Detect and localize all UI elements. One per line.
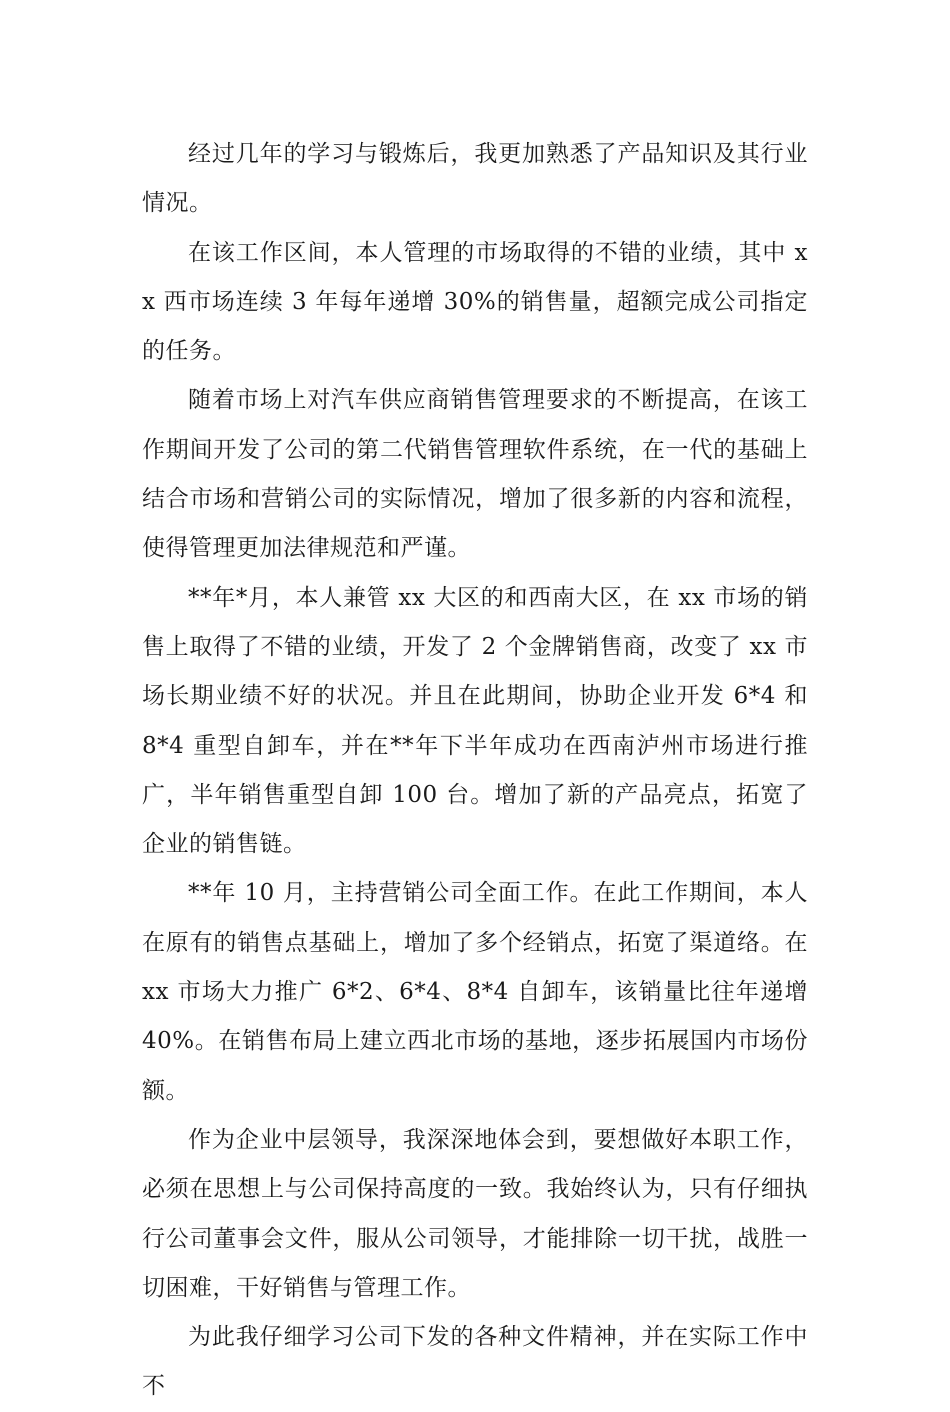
paragraph-4: **年*月，本人兼管 xx 大区的和西南大区，在 xx 市场的销售上取得了不错的业绩，开发了 2 个金牌销售商，改变了 xx 市场长期业绩不好的状况。并且在此期间，协助企业开发 6*4 和 8*4 重型自卸车，并在**年下半年成功在西南泸州市场进行推广，半年销售重型自卸 100 台。增加了新的产品亮点，拓宽了企业的销售链。 (142, 584, 808, 858)
document-body (142, 130, 808, 1412)
paragraph-1: 经过几年的学习与锻炼后，我更加熟悉了产品知识及其行业情况。 (142, 141, 808, 217)
paragraph-2: 在该工作区间，本人管理的市场取得的不错的业绩，其中 xx 西市场连续 3 年每年递增 30%的销售量，超额完成公司指定的任务。 (142, 239, 808, 365)
paragraph-3: 随着市场上对汽车供应商销售管理要求的不断提高，在该工作期间开发了公司的第二代销售管理软件系统，在一代的基础上结合市场和营销公司的实际情况，增加了很多新的内容和流程，使得管理更加法律规范和严谨。 (142, 387, 808, 562)
paragraph-7: 为此我仔细学习公司下发的各种文件精神，并在实际工作中不 (142, 1324, 808, 1400)
paragraph-5: **年 10 月，主持营销公司全面工作。在此工作期间，本人在原有的销售点基础上，增加了多个经销点，拓宽了渠道络。在 xx 市场大力推广 6*2、6*4、8*4 自卸车，该销量比往年递增 40%。在销售布局上建立西北市场的基地，逐步拓展国内市场份额。 (142, 880, 808, 1104)
paragraph-6: 作为企业中层领导，我深深地体会到，要想做好本职工作，必须在思想上与公司保持高度的一致。我始终认为，只有仔细执行公司董事会文件，服从公司领导，才能排除一切干扰，战胜一切困难，干好销售与管理工作。 (142, 1126, 808, 1301)
